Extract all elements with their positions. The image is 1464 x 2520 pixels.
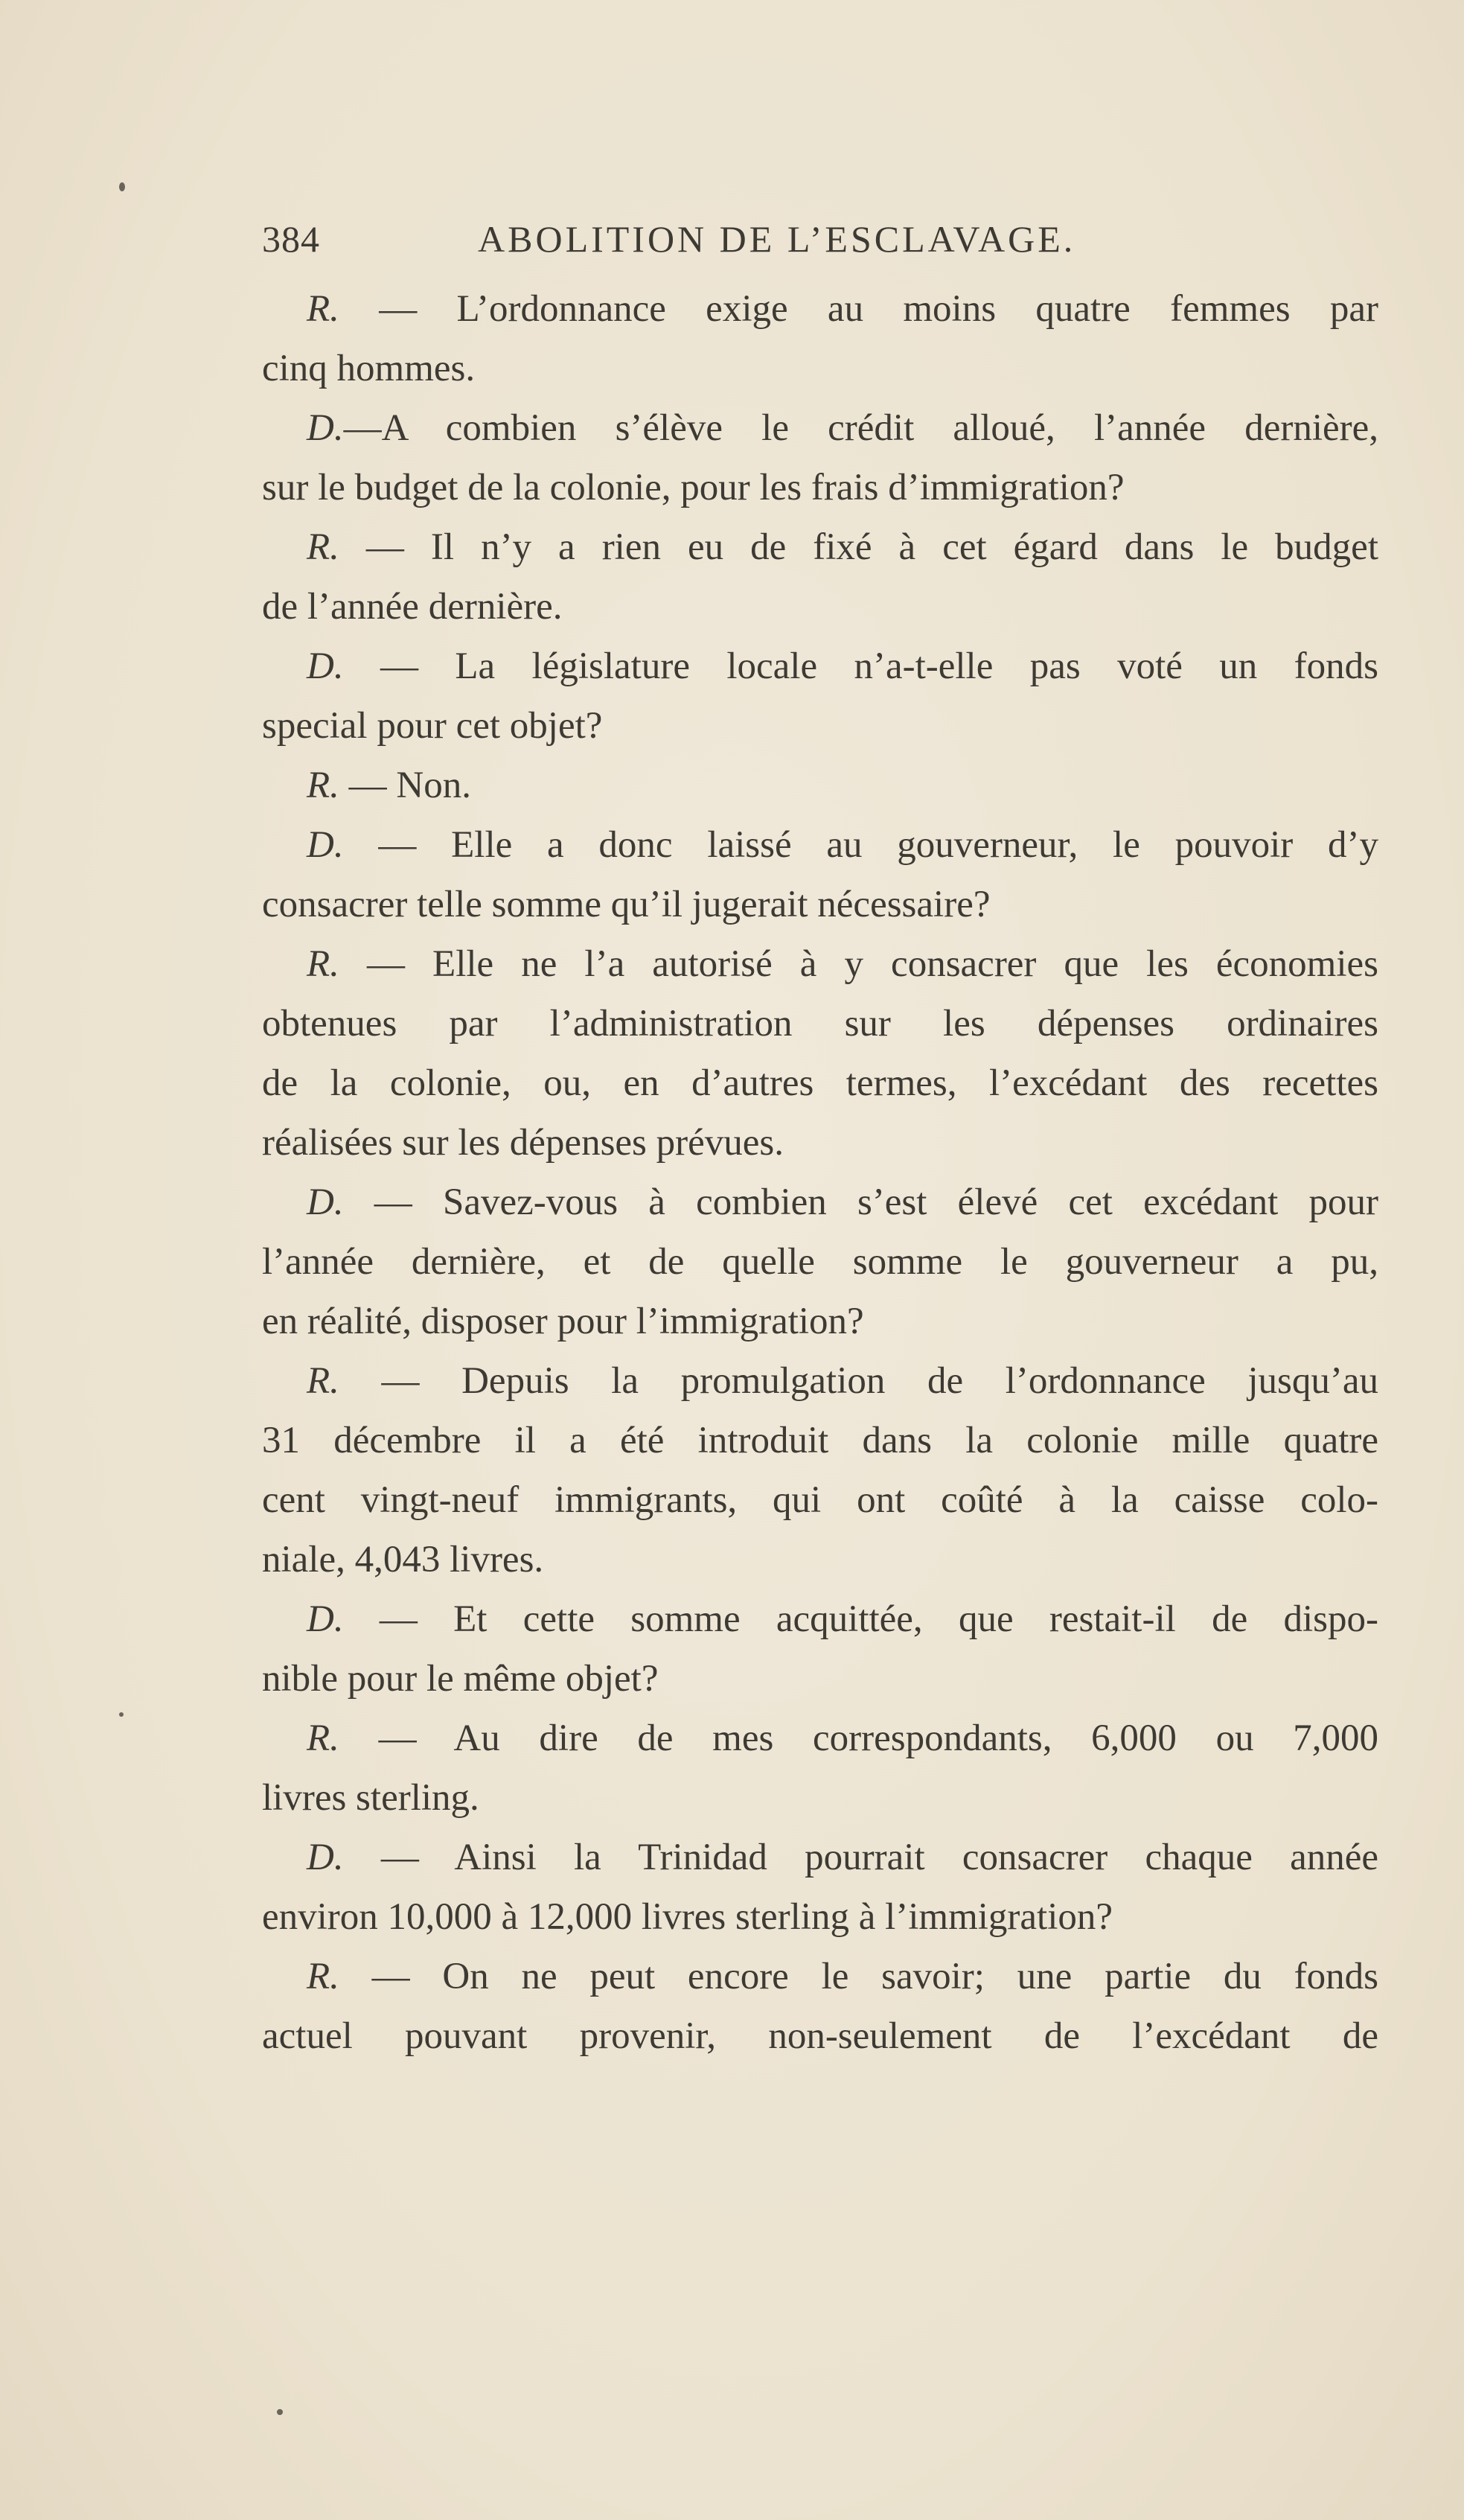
line-text: de la colonie, ou, en d’autres termes, l’excédant des recettes [262, 1062, 1378, 1104]
line-text: — L’ordonnance exige au moins quatre femmes par [339, 288, 1378, 330]
speaker-label: R. [307, 1360, 339, 1402]
speaker-label: R. [307, 943, 339, 985]
text-line [307, 640, 1378, 692]
text-line [307, 1831, 1378, 1883]
text-line [262, 1653, 1378, 1705]
line-text: nible pour le même objet? [262, 1658, 659, 1700]
speaker-label: D. [307, 1181, 344, 1223]
speaker-label: R. [307, 1956, 339, 1997]
speaker-label: D. [307, 1598, 344, 1640]
line-text: de l’année dernière. [262, 586, 563, 628]
line-text: en réalité, disposer pour l’immigration? [262, 1301, 864, 1342]
ink-speck [119, 1712, 124, 1717]
text-line [262, 462, 1378, 514]
running-header [262, 208, 1177, 268]
line-text: —A combien s’élève le crédit alloué, l’année dernière, [343, 407, 1378, 449]
line-text: environ 10,000 à 12,000 livres sterling à l’immigration? [262, 1896, 1113, 1938]
text-line [262, 1474, 1378, 1526]
line-text: special pour cet objet? [262, 705, 603, 747]
line-text: actuel pouvant provenir, non-seulement de l’excédant de [262, 2015, 1378, 2057]
text-line [262, 700, 1378, 752]
speaker-label: D. [307, 824, 344, 866]
line-text: l’année dernière, et de quelle somme le gouverneur a pu, [262, 1241, 1378, 1283]
speaker-label: D. [307, 645, 344, 687]
text-line [262, 1891, 1378, 1943]
text-line [262, 1295, 1378, 1347]
line-text: sur le budget de la colonie, pour les frais d’immigration? [262, 467, 1125, 508]
speaker-label: D. [307, 1837, 344, 1878]
text-line [307, 521, 1378, 573]
ink-speck [119, 182, 125, 191]
line-text: réalisées sur les dépenses prévues. [262, 1122, 784, 1164]
line-text: cent vingt-neuf immigrants, qui ont coûté à la caisse colo- [262, 1479, 1378, 1521]
text-line [307, 283, 1378, 335]
text-line [307, 819, 1378, 871]
speaker-label: D. [307, 407, 344, 449]
text-line [262, 1534, 1378, 1586]
ink-speck [277, 2409, 283, 2415]
line-text: livres sterling. [262, 1777, 479, 1819]
text-line [262, 1772, 1378, 1824]
text-line [262, 1117, 1378, 1169]
text-line [262, 1414, 1378, 1467]
text-line [262, 342, 1378, 395]
line-text: — Et cette somme acquittée, que restait-il de dispo- [343, 1598, 1378, 1640]
line-text: — Il n’y a rien eu de fixé à cet égard dans le budget [339, 526, 1378, 568]
text-line [262, 2010, 1378, 2062]
text-line [307, 1176, 1378, 1228]
speaker-label: R. [307, 1717, 339, 1759]
text-line [262, 998, 1378, 1050]
text-line [307, 1950, 1378, 2003]
line-text: — Non. [339, 765, 471, 806]
line-text: consacrer telle somme qu’il jugerait nécessaire? [262, 884, 991, 925]
line-text: — Elle ne l’a autorisé à y consacrer que les économies [339, 943, 1378, 985]
page-number: 384 [262, 218, 320, 260]
line-text: cinq hommes. [262, 348, 476, 389]
line-text: obtenues par l’administration sur les dépenses ordinaires [262, 1003, 1378, 1044]
text-line [262, 878, 1378, 931]
text-line [307, 759, 1378, 811]
text-line [307, 1712, 1378, 1764]
speaker-label: R. [307, 526, 339, 568]
line-text: niale, 4,043 livres. [262, 1539, 544, 1580]
text-line [262, 1057, 1378, 1109]
text-line [307, 1593, 1378, 1645]
text-line [307, 402, 1378, 454]
line-text: — La législature locale n’a-t-elle pas voté un fonds [343, 645, 1378, 687]
line-text: — Depuis la promulgation de l’ordonnance jusqu’au [339, 1360, 1378, 1402]
text-line [307, 1355, 1378, 1407]
line-text: — On ne peut encore le savoir; une partie du fonds [339, 1956, 1378, 1997]
line-text: 31 décembre il a été introduit dans la colonie mille quatre [262, 1420, 1378, 1461]
line-text: — Ainsi la Trinidad pourrait consacrer chaque année [343, 1837, 1378, 1878]
running-title: ABOLITION DE L’ESCLAVAGE. [478, 218, 1076, 260]
speaker-label: R. [307, 765, 339, 806]
text-line [262, 581, 1378, 633]
line-text: — Savez-vous à combien s’est élevé cet excédant pour [343, 1181, 1378, 1223]
speaker-label: R. [307, 288, 339, 330]
line-text: — Au dire de mes correspondants, 6,000 ou 7,000 [339, 1717, 1378, 1759]
line-text: — Elle a donc laissé au gouverneur, le pouvoir d’y [343, 824, 1378, 866]
text-line [262, 1236, 1378, 1288]
text-line [307, 938, 1378, 990]
